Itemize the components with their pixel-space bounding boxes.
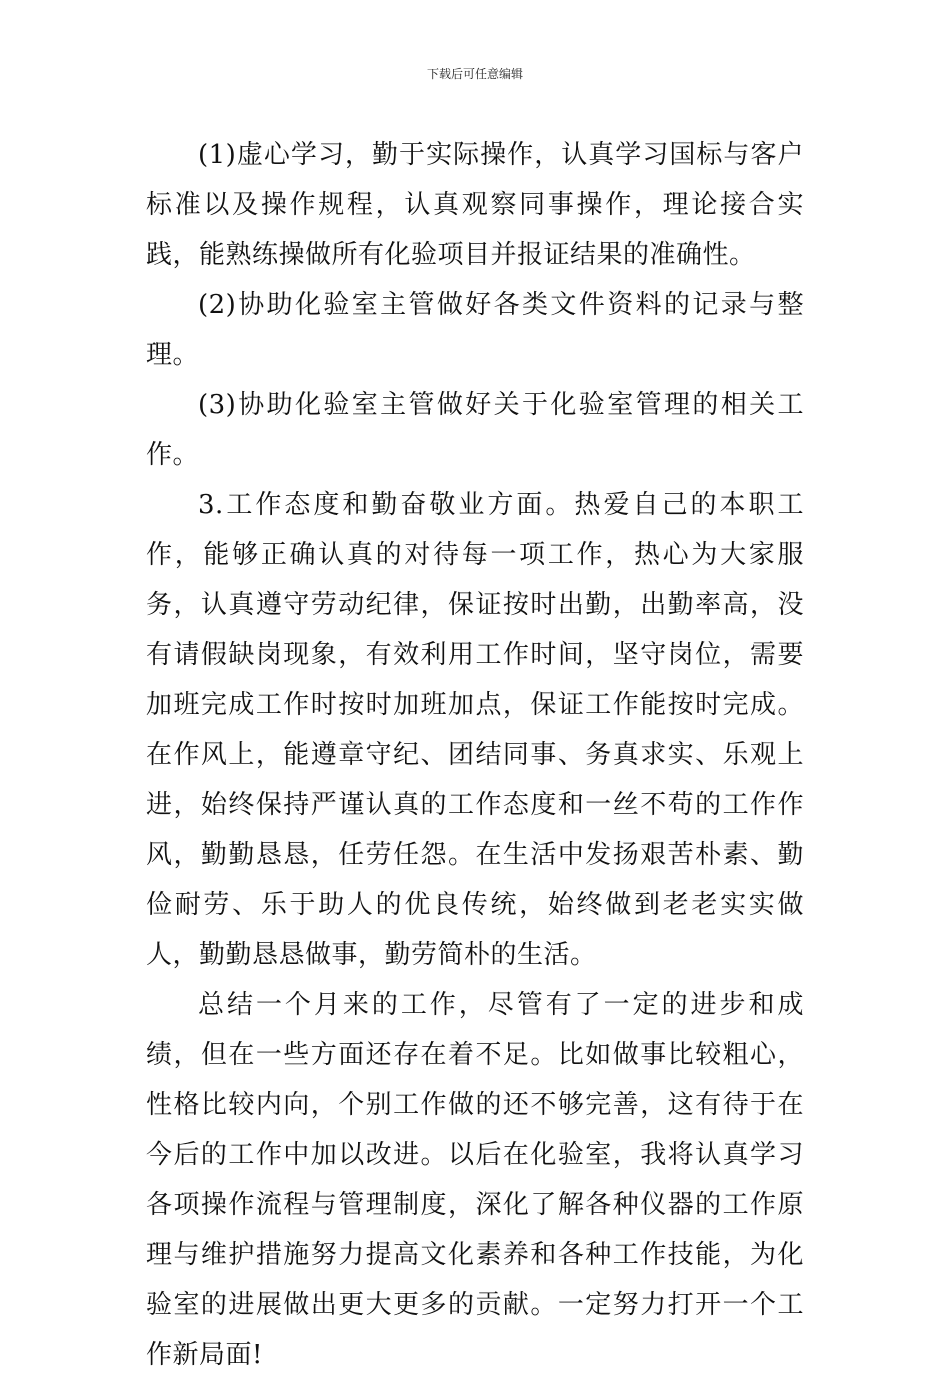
paragraph-work-attitude: 3.工作态度和勤奋敬业方面。热爱自己的本职工作，能够正确认真的对待每一项工作，热心为大家服务，认真遵守劳动纪律，保证按时出勤，出勤率高，没有请假缺岗现象，有效利用工作时间，坚守岗位，需要加班完成工作时按时加班加点，保证工作能按时完成。在作风上，能遵章守纪、团结同事、务真求实、乐观上进，始终保持严谨认真的工作态度和一丝不苟的工作作风，勤勤恳恳，任劳任怨。在生活中发扬艰苦朴素、勤俭耐劳、乐于助人的优良传统，始终做到老老实实做人，勤勤恳恳做事，勤劳简朴的生活。 — [146, 490, 804, 970]
paragraph-item-3: (3)协助化验室主管做好关于化验室管理的相关工作。 — [146, 390, 804, 470]
page-header: 下载后可任意编辑 — [426, 67, 523, 81]
paragraph-item-2: (2)协助化验室主管做好各类文件资料的记录与整理。 — [146, 290, 804, 370]
paragraph-summary: 总结一个月来的工作，尽管有了一定的进步和成绩，但在一些方面还存在着不足。比如做事比较粗心，性格比较内向，个别工作做的还不够完善，这有待于在今后的工作中加以改进。以后在化验室，我将认真学习各项操作流程与管理制度，深化了解各种仪器的工作原理与维护措施努力提高文化素养和各种工作技能，为化验室的进展做出更大更多的贡献。一定努力打开一个工作新局面! — [146, 990, 804, 1370]
paragraph-item-1: (1)虚心学习，勤于实际操作，认真学习国标与客户标准以及操作规程，认真观察同事操作，理论接合实践，能熟练操做所有化验项目并报证结果的准确性。 — [146, 140, 804, 270]
document-body — [146, 130, 804, 1380]
